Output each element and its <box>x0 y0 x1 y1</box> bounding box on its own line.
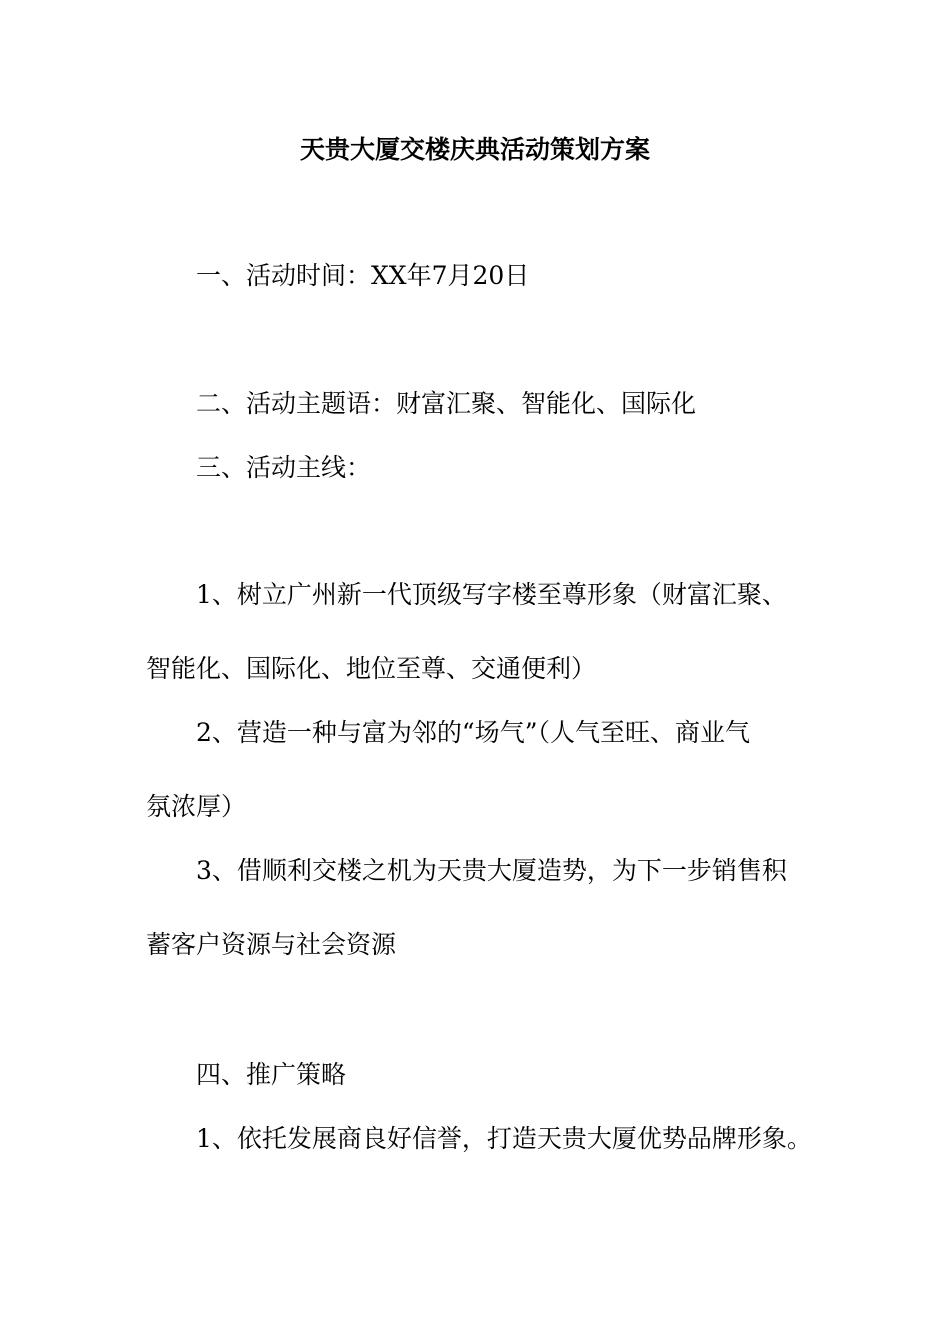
mainline-item-1-line-1: 1、树立广州新一代顶级写字楼至尊形象（财富汇聚、 <box>196 580 787 609</box>
section-promotion-heading: 四、推广策略 <box>196 1060 347 1089</box>
mainline-item-2-line-1: 2、营造一种与富为邻的“场气”（人气至旺、商业气 <box>196 718 750 747</box>
document-title: 天贵大厦交楼庆典活动策划方案 <box>299 135 650 164</box>
mainline-item-1-line-2: 智能化、国际化、地位至尊、交通便利） <box>146 654 597 683</box>
section-mainline-heading: 三、活动主线： <box>196 453 372 482</box>
mainline-item-2-line-2: 氛浓厚） <box>146 792 247 821</box>
section-activity-theme: 二、活动主题语：财富汇聚、智能化、国际化 <box>196 389 697 418</box>
promotion-item-1: 1、依托发展商良好信誉，打造天贵大厦优势品牌形象。 <box>196 1124 812 1153</box>
mainline-item-3-line-2: 蓄客户资源与社会资源 <box>146 930 397 959</box>
section-activity-time: 一、活动时间：XX年7月20日 <box>196 261 530 290</box>
mainline-item-3-line-1: 3、借顺利交楼之机为天贵大厦造势，为下一步销售积 <box>196 856 787 885</box>
